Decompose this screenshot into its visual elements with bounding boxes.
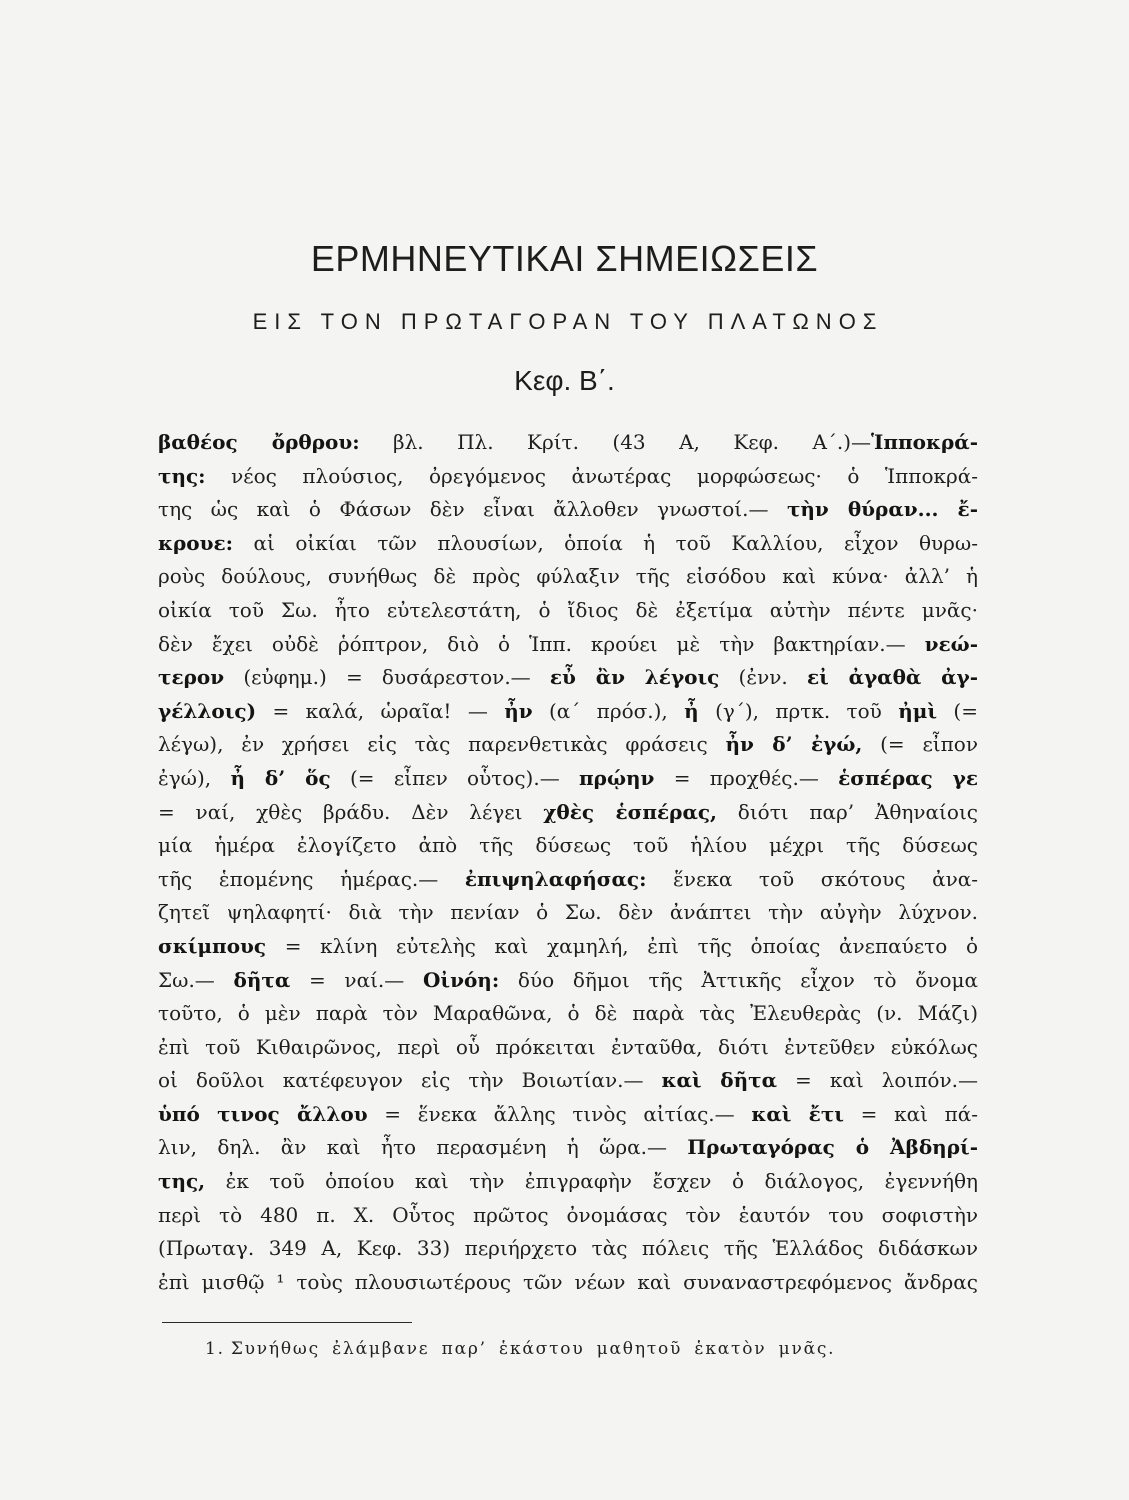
text-line (158, 1064, 978, 1098)
gloss-text: δύο δῆμοι τῆς Ἀττικῆς εἶχον τὸ ὄνομα (499, 967, 978, 992)
gloss-text: (Πρωταγ. 349 Α, Κεφ. 33) περιήρχετο τὰς πόλεις τῆς Ἑλλάδος διδάσκων (158, 1236, 978, 1261)
gloss-text: ἕνεκα τοῦ σκότους ἀνα- (646, 866, 978, 891)
gloss-text: τοῦτο, ὁ μὲν παρὰ τὸν Μαραθῶνα, ὁ δὲ παρὰ τὰς Ἐλευθερὰς (ν. Μάζι) (158, 1001, 978, 1026)
lemma-term: ἦ δ’ ὅς (230, 765, 331, 790)
gloss-text: = ἕνεκα ἄλλης τινὸς αἰτίας.— (367, 1101, 752, 1126)
text-line-content (158, 560, 978, 594)
footnote-ref: ¹ (276, 1269, 285, 1294)
gloss-text: οἰκία τοῦ Σω. ἦτο εὐτελεστάτη, ὁ ἴδιος δὲ ἐξετίμα αὐτὴν πέντε μνᾶς· (158, 597, 978, 622)
gloss-text: ροὺς δούλους, συνήθως δὲ πρὸς φύλαξιν τῆς εἰσόδου καὶ κύνα· ἀλλ’ ἡ (158, 564, 978, 589)
text-line (158, 1031, 978, 1065)
lemma-term: κρουε: (158, 530, 234, 555)
gloss-text: = καὶ λοιπόν.— (776, 1068, 978, 1093)
gloss-text: (α΄ πρόσ.), (532, 698, 685, 723)
gloss-text: δὲν ἔχει οὐδὲ ῥόπτρον, διὸ ὁ Ἱππ. κρούει μὲ τὴν βακτηρίαν.— (158, 631, 925, 656)
lemma-term: γέλλοις) (158, 698, 257, 723)
text-line (158, 829, 978, 863)
text-line-content (158, 863, 978, 897)
gloss-text: ζητεῖ ψηλαφητί· διὰ τὴν πενίαν ὁ Σω. δὲν ἀνάπτει τὴν αὐγὴν λύχνον. (158, 900, 978, 925)
lemma-term: καὶ ἔτι (751, 1101, 844, 1126)
gloss-text: ἐπὶ μισθῷ (158, 1269, 277, 1294)
gloss-text: διότι παρ’ Ἀθηναίοις (717, 799, 978, 824)
gloss-text: βλ. Πλ. Κρίτ. (43 Α, Κεφ. Α΄.)— (359, 430, 872, 454)
gloss-text: = ναί, χθὲς βράδυ. Δὲν λέγει (158, 799, 544, 824)
commentary-body (158, 426, 978, 1299)
footnote-marker: 1. (205, 1339, 225, 1359)
text-line-content (158, 762, 978, 796)
text-line-content (158, 1064, 978, 1098)
lemma-term: καὶ δῆτα (661, 1068, 777, 1093)
document-title: ΕΡΜΗΝΕΥΤΙΚΑΙ ΣΗΜΕΙΩΣΕΙΣ (310, 238, 819, 279)
text-line (158, 527, 978, 561)
lemma-term: πρῴην (579, 765, 655, 790)
text-line-content (158, 695, 978, 729)
lemma-term: ἦν (504, 698, 533, 723)
text-line-content (158, 426, 978, 460)
text-line-content (158, 930, 978, 964)
footnote-text: Συνήθως ἐλάμβανε παρ’ ἑκάστου μαθητοῦ ἑκατὸν μνᾶς. (230, 1339, 836, 1359)
text-line (158, 1266, 978, 1300)
text-line-content (158, 796, 978, 830)
text-line-content (158, 661, 978, 695)
gloss-text: ἐγώ), (158, 765, 231, 790)
text-line-content (158, 997, 978, 1031)
gloss-text: (= (937, 698, 978, 723)
lemma-term: δῆτα (233, 967, 291, 992)
footnote-divider (162, 1322, 412, 1323)
gloss-text: περὶ τὸ 480 π. Χ. Οὗτος πρῶτος ὀνομάσας τὸν ἑαυτόν του σοφιστὴν (158, 1202, 978, 1227)
lemma-term: ἦ (684, 698, 699, 723)
gloss-text: = καὶ πά- (843, 1101, 978, 1126)
text-line (158, 964, 978, 998)
gloss-text: τῆς ἑπομένης ἡμέρας.— (158, 866, 465, 891)
text-line-content (158, 1098, 978, 1132)
text-line (158, 1098, 978, 1132)
lemma-term: της, (158, 1169, 206, 1194)
text-line (158, 493, 978, 527)
chapter-heading: Κεφ. Β΄. (514, 365, 615, 396)
lemma-term: τερον (158, 665, 225, 690)
gloss-text: λιν, δηλ. ἂν καὶ ἦτο περασμένη ἡ ὥρα.— (158, 1135, 688, 1160)
gloss-text: = προχθές.— (654, 765, 839, 790)
text-line-content (158, 1131, 978, 1165)
gloss-text: αἱ οἰκίαι τῶν πλουσίων, ὁποία ἡ τοῦ Καλλίου, εἶχον θυρω- (233, 530, 978, 555)
text-line (158, 997, 978, 1031)
text-line (158, 728, 978, 762)
gloss-text: ἐκ τοῦ ὁποίου καὶ τὴν ἐπιγραφὴν ἔσχεν ὁ διάλογος, ἐγεννήθη (205, 1169, 978, 1194)
lemma-term: της: (158, 463, 206, 488)
document-subtitle: ΕΙΣ ΤΟΝ ΠΡΩΤΑΓΟΡΑΝ ΤΟΥ ΠΛΑΤΩΝΟΣ (252, 309, 884, 334)
text-line (158, 1232, 978, 1266)
text-line (158, 1165, 978, 1199)
text-line-content (158, 896, 978, 930)
lemma-term: σκίμπους (158, 933, 267, 958)
lemma-term: ἑσπέρας γε (838, 765, 978, 790)
text-line-content (158, 829, 978, 863)
text-line (158, 796, 978, 830)
text-line (158, 1131, 978, 1165)
lemma-term: ἠμὶ (898, 698, 938, 723)
text-line (158, 628, 978, 662)
gloss-text: Σω.— (158, 967, 234, 992)
gloss-text: (ἐνν. (719, 665, 807, 690)
text-line-content (158, 1232, 978, 1266)
text-line-content (158, 460, 978, 494)
lemma-term: βαθέος ὄρθρου: (158, 430, 360, 454)
gloss-text: = ναί.— (290, 967, 423, 992)
lemma-term: ἐπιψηλαφήσας: (464, 866, 647, 891)
gloss-text: τοὺς πλουσιωτέρους τῶν νέων καὶ συναναστρεφόμενος ἄνδρας (284, 1269, 978, 1294)
text-line (158, 1199, 978, 1233)
gloss-text: της ὡς καὶ ὁ Φάσων δὲν εἶναι ἄλλοθεν γνωστοί.— (158, 497, 787, 522)
text-line-content (158, 527, 978, 561)
footnote (205, 1337, 985, 1361)
lemma-term: εἰ ἀγαθὰ ἀγ- (806, 665, 978, 690)
text-line (158, 695, 978, 729)
gloss-text: = καλά, ὡραῖα! — (256, 698, 505, 723)
lemma-term: νεώ- (924, 631, 978, 656)
gloss-text: (= εἶπεν οὗτος).— (330, 765, 580, 790)
text-line (158, 661, 978, 695)
gloss-text: λέγω), ἐν χρήσει εἰς τὰς παρενθετικὰς φράσεις (158, 732, 726, 757)
text-line (158, 930, 978, 964)
text-line-content (158, 1199, 978, 1233)
text-line-content (158, 1165, 978, 1199)
gloss-text: (εὐφημ.) = δυσάρεστον.— (224, 665, 550, 690)
lemma-term: Οἰνόη: (422, 967, 500, 992)
gloss-text: (= εἶπον (862, 732, 978, 757)
text-line-content (158, 964, 978, 998)
gloss-text: μία ἡμέρα ἐλογίζετο ἀπὸ τῆς δύσεως τοῦ ἡλίου μέχρι τῆς δύσεως (158, 833, 978, 858)
text-line-content (158, 1031, 978, 1065)
text-line-content (158, 493, 978, 527)
text-line (158, 560, 978, 594)
text-line (158, 863, 978, 897)
lemma-term: Πρωταγόρας ὁ Ἀβδηρί- (687, 1135, 978, 1160)
gloss-text: = κλίνη εὐτελὴς καὶ χαμηλή, ἐπὶ τῆς ὁποίας ἀνεπαύετο ὁ (266, 933, 978, 958)
text-line-content (158, 728, 978, 762)
text-line (158, 762, 978, 796)
gloss-text: ἐπὶ τοῦ Κιθαιρῶνος, περὶ οὗ πρόκειται ἐνταῦθα, διότι ἐντεῦθεν εὐκόλως (158, 1034, 978, 1059)
lemma-term: ἦν δ’ ἐγώ, (725, 732, 863, 757)
text-line (158, 896, 978, 930)
lemma-term: ὑπό τινος ἄλλου (158, 1101, 368, 1126)
lemma-term: εὖ ἂν λέγοις (549, 665, 720, 690)
text-line (158, 426, 978, 460)
lemma-term: χθὲς ἑσπέρας, (543, 799, 718, 824)
gloss-text: (γ΄), πρτκ. τοῦ (698, 698, 899, 723)
lemma-term: Ἱπποκρά- (871, 430, 978, 454)
text-line (158, 460, 978, 494)
lemma-term: τὴν θύραν... ἔ- (786, 497, 978, 522)
text-line-content (158, 594, 978, 628)
text-line (158, 594, 978, 628)
gloss-text: οἱ δοῦλοι κατέφευγον εἰς τὴν Βοιωτίαν.— (158, 1068, 662, 1093)
gloss-text: νέος πλούσιος, ὀρεγόμενος ἀνωτέρας μορφώσεως· ὁ Ἱπποκρά- (205, 463, 978, 488)
text-line-content (158, 1266, 978, 1300)
text-line-content (158, 628, 978, 662)
